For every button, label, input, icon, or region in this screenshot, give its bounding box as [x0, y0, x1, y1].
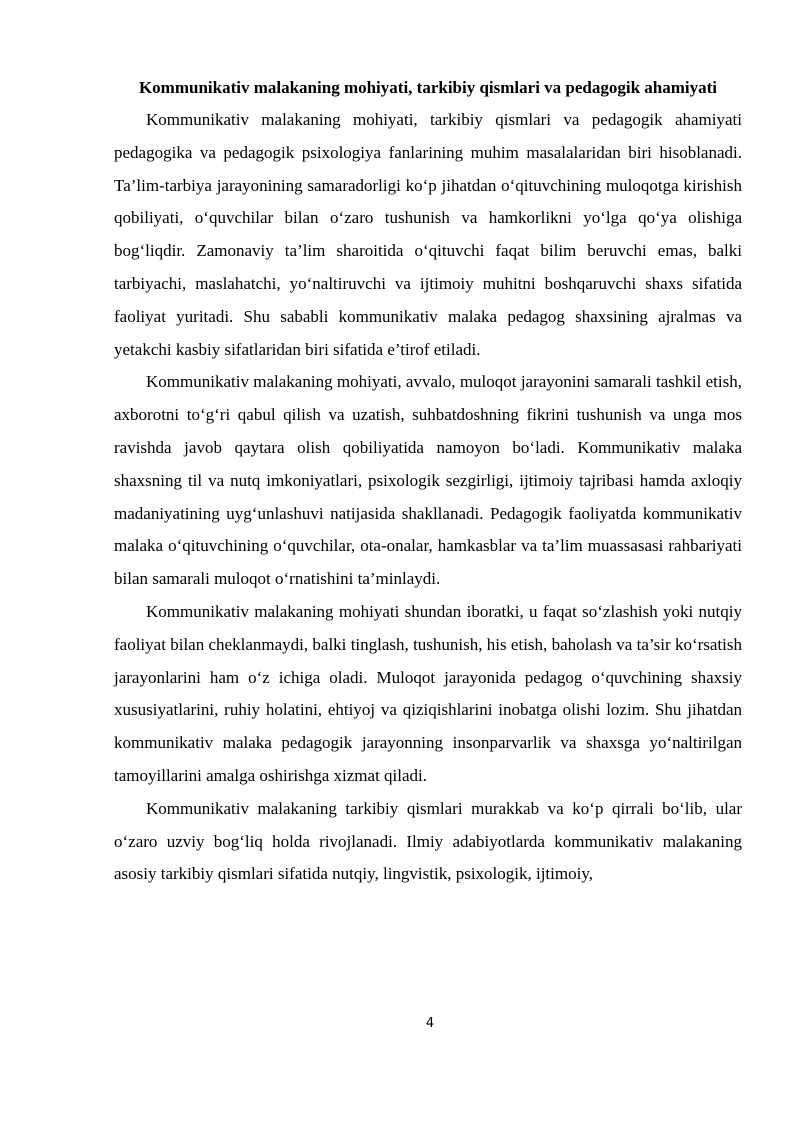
body-paragraph-1: Kommunikativ malakaning mohiyati, tarkibiy qismlari va pedagogik ahamiyati pedagogika va pedagogik psixologiya fanlarining muhim masalalaridan biri hisoblanadi. Ta’lim-tarbiya jarayonining samaradorligi ko‘p jihatdan o‘qituvchining muloqotga kirishish qobiliyati, o‘quvchilar bilan o‘zaro tushunish va hamkorlikni yo‘lga qo‘ya olishiga bog‘liqdir. Zamonaviy ta’lim sharoitida o‘qituvchi faqat bilim beruvchi emas, balki tarbiyachi, maslahatchi, yo‘naltiruvchi va ijtimoiy muhitni boshqaruvchi shaxs sifatida faoliyat yuritadi. Shu sababli kommunikativ malaka pedagog shaxsining ajralmas va yetakchi kasbiy sifatlaridan biri sifatida e’tirof etiladi.: [114, 110, 742, 359]
document-page: [114, 70, 742, 891]
body-paragraph-3: Kommunikativ malakaning mohiyati shundan iboratki, u faqat so‘zlashish yoki nutqiy faoliyat bilan cheklanmaydi, balki tinglash, tushunish, his etish, baholash va ta’sir ko‘rsatish jarayonlarini ham o‘z ichiga oladi. Muloqot jarayonida pedagog o‘quvchining shaxsiy xususiyatlarini, ruhiy holatini, ehtiyoj va qiziqishlarini inobatga olishi lozim. Shu jihatdan kommunikativ malaka pedagogik jarayonning insonparvarlik va shaxsga yo‘naltirilgan tamoyillarini amalga oshirishga xizmat qiladi.: [114, 601, 742, 785]
body-paragraph-4: Kommunikativ malakaning tarkibiy qismlari murakkab va ko‘p qirrali bo‘lib, ular o‘zaro uzviy bog‘liq holda rivojlanadi. Ilmiy adabiyotlarda kommunikativ malakaning asosiy tarkibiy qismlari sifatida nutqiy, lingvistik, psixologik, ijtimoiy,: [114, 798, 742, 884]
page-number: 4: [425, 1016, 435, 1031]
document-title: Kommunikativ malakaning mohiyati, tarkibiy qismlari va pedagogik ahamiyati: [138, 78, 718, 97]
body-paragraph-2: Kommunikativ malakaning mohiyati, avvalo, muloqot jarayonini samarali tashkil etish, axborotni to‘g‘ri qabul qilish va uzatish, suhbatdoshning fikrini tushunish va unga mos ravishda javob qaytara olish qobiliyatida namoyon bo‘ladi. Kommunikativ malaka shaxsning til va nutq imkoniyatlari, psixologik sezgirligi, ijtimoiy tajribasi hamda axloqiy madaniyatining uyg‘unlashuvi natijasida shakllanadi. Pedagogik faoliyatda kommunikativ malaka o‘qituvchining o‘quvchilar, ota-onalar, hamkasblar va ta’lim muassasasi rahbariyati bilan samarali muloqot o‘rnatishini ta’minlaydi.: [114, 372, 742, 589]
